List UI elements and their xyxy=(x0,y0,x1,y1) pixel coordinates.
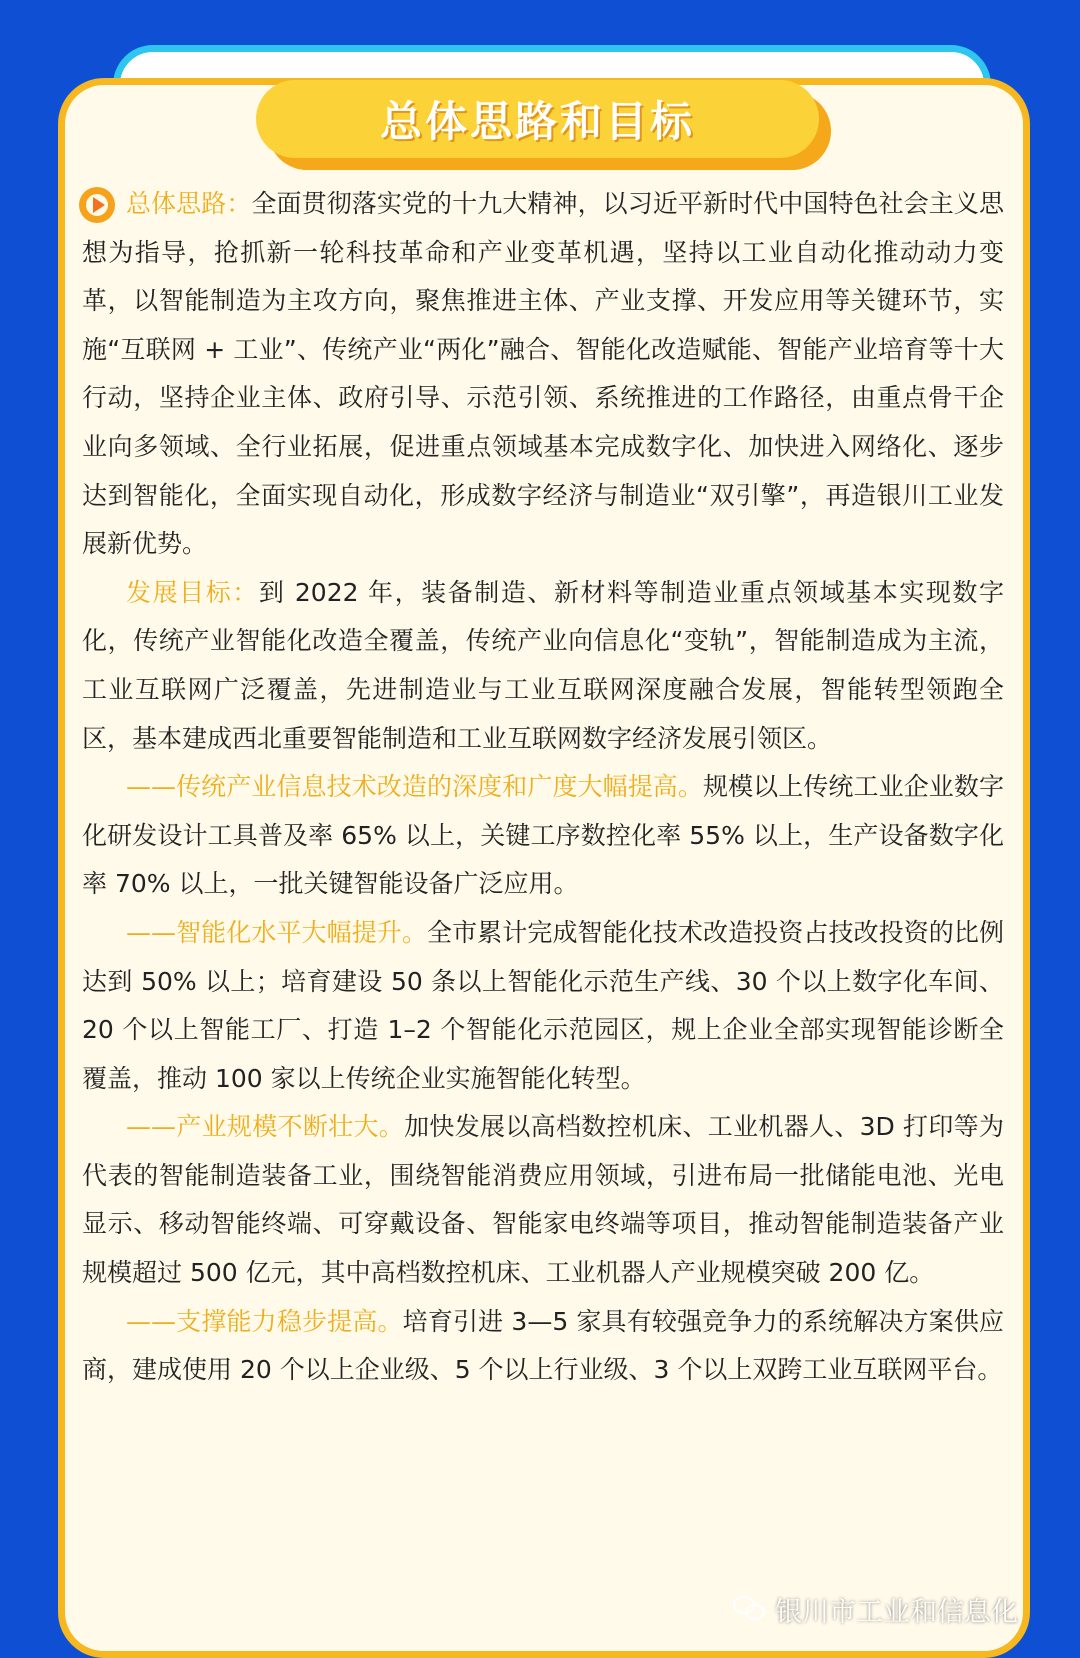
industry-scale-text: 加快发展以高档数控机床、工业机器人、3D 打印等为代表的智能制造装备工业，围绕智能消费应用领域，引进布局一批储能电池、光电显示、移动智能终端、可穿戴设备、智能家电终端等项目，推动智能制造装备产业规模超过 500 亿元，其中高档数控机床、工业机器人产业规模突破 200 亿。 xyxy=(82,1112,1004,1288)
traditional-upgrade-text: 规模以上传统工业企业数字化研发设计工具普及率 65% 以上，关键工序数控化率 55% 以上，生产设备数字化率 70% 以上，一批关键智能设备广泛应用。 xyxy=(82,772,1004,899)
paragraph-development-goal xyxy=(82,569,1004,763)
overall-idea-label: 总体思路： xyxy=(126,189,252,218)
watermark-text: 银川市工业和信息化 xyxy=(775,1596,1018,1628)
development-goal-label: 发展目标： xyxy=(126,577,259,607)
wechat-icon xyxy=(733,1594,767,1624)
industry-scale-label: ——产业规模不断壮大。 xyxy=(126,1112,405,1142)
source-watermark xyxy=(733,1589,1018,1629)
traditional-upgrade-label: ——传统产业信息技术改造的深度和广度大幅提高。 xyxy=(126,772,703,802)
paragraph-industry-scale xyxy=(82,1103,1004,1297)
intelligence-level-text: 全市累计完成智能化技术改造投资占技改投资的比例达到 50% 以上；培育建设 50 条以上智能化示范生产线、30 个以上数字化车间、20 个以上智能工厂、打造 1–2 个智能化示范园区，规上企业全部实现智能诊断全覆盖，推动 100 家以上传统企业实施智能化转型。 xyxy=(82,917,1004,1093)
support-capability-text: 培育引进 3—5 家具有较强竞争力的系统解决方案供应商，建成使用 20 个以上企业级、5 个以上行业级、3 个以上双跨工业互联网平台。 xyxy=(82,1306,1004,1385)
title-banner xyxy=(256,80,819,158)
overall-idea-text: 全面贯彻落实党的十九大精神，以习近平新时代中国特色社会主义思想为指导，抢抓新一轮科技革命和产业变革机遇，坚持以工业自动化推动动力变革，以智能制造为主攻方向，聚焦推进主体、产业支撑、开发应用等关键环节，实施“互联网 + 工业”、传统产业“两化”融合、智能化改造赋能、智能产业培育等十大行动，坚持企业主体、政府引导、示范引领、系统推进的工作路径，由重点骨干企业向多领域、全行业拓展，促进重点领域基本完成数字化、加快进入网络化、逐步达到智能化，全面实现自动化，形成数字经济与制造业“双引擎”，再造银川工业发展新优势。 xyxy=(82,189,1004,559)
paragraph-intelligence-level xyxy=(82,909,1004,1103)
intelligence-level-label: ——智能化水平大幅提升。 xyxy=(126,917,427,947)
article-body xyxy=(82,180,1004,1395)
paragraph-overall-idea xyxy=(82,180,1004,569)
paragraph-support-capability xyxy=(82,1298,1004,1395)
development-goal-text: 到 2022 年，装备制造、新材料等制造业重点领域基本实现数字化，传统产业智能化改造全覆盖，传统产业向信息化“变轨”，智能制造成为主流，工业互联网广泛覆盖，先进制造业与工业互联网深度融合发展，智能转型领跑全区，基本建成西北重要智能制造和工业互联网数字经济发展引领区。 xyxy=(82,577,1004,753)
paragraph-traditional-upgrade xyxy=(82,763,1004,909)
page-title: 总体思路和目标 xyxy=(379,97,695,146)
support-capability-label: ——支撑能力稳步提高。 xyxy=(126,1306,403,1336)
